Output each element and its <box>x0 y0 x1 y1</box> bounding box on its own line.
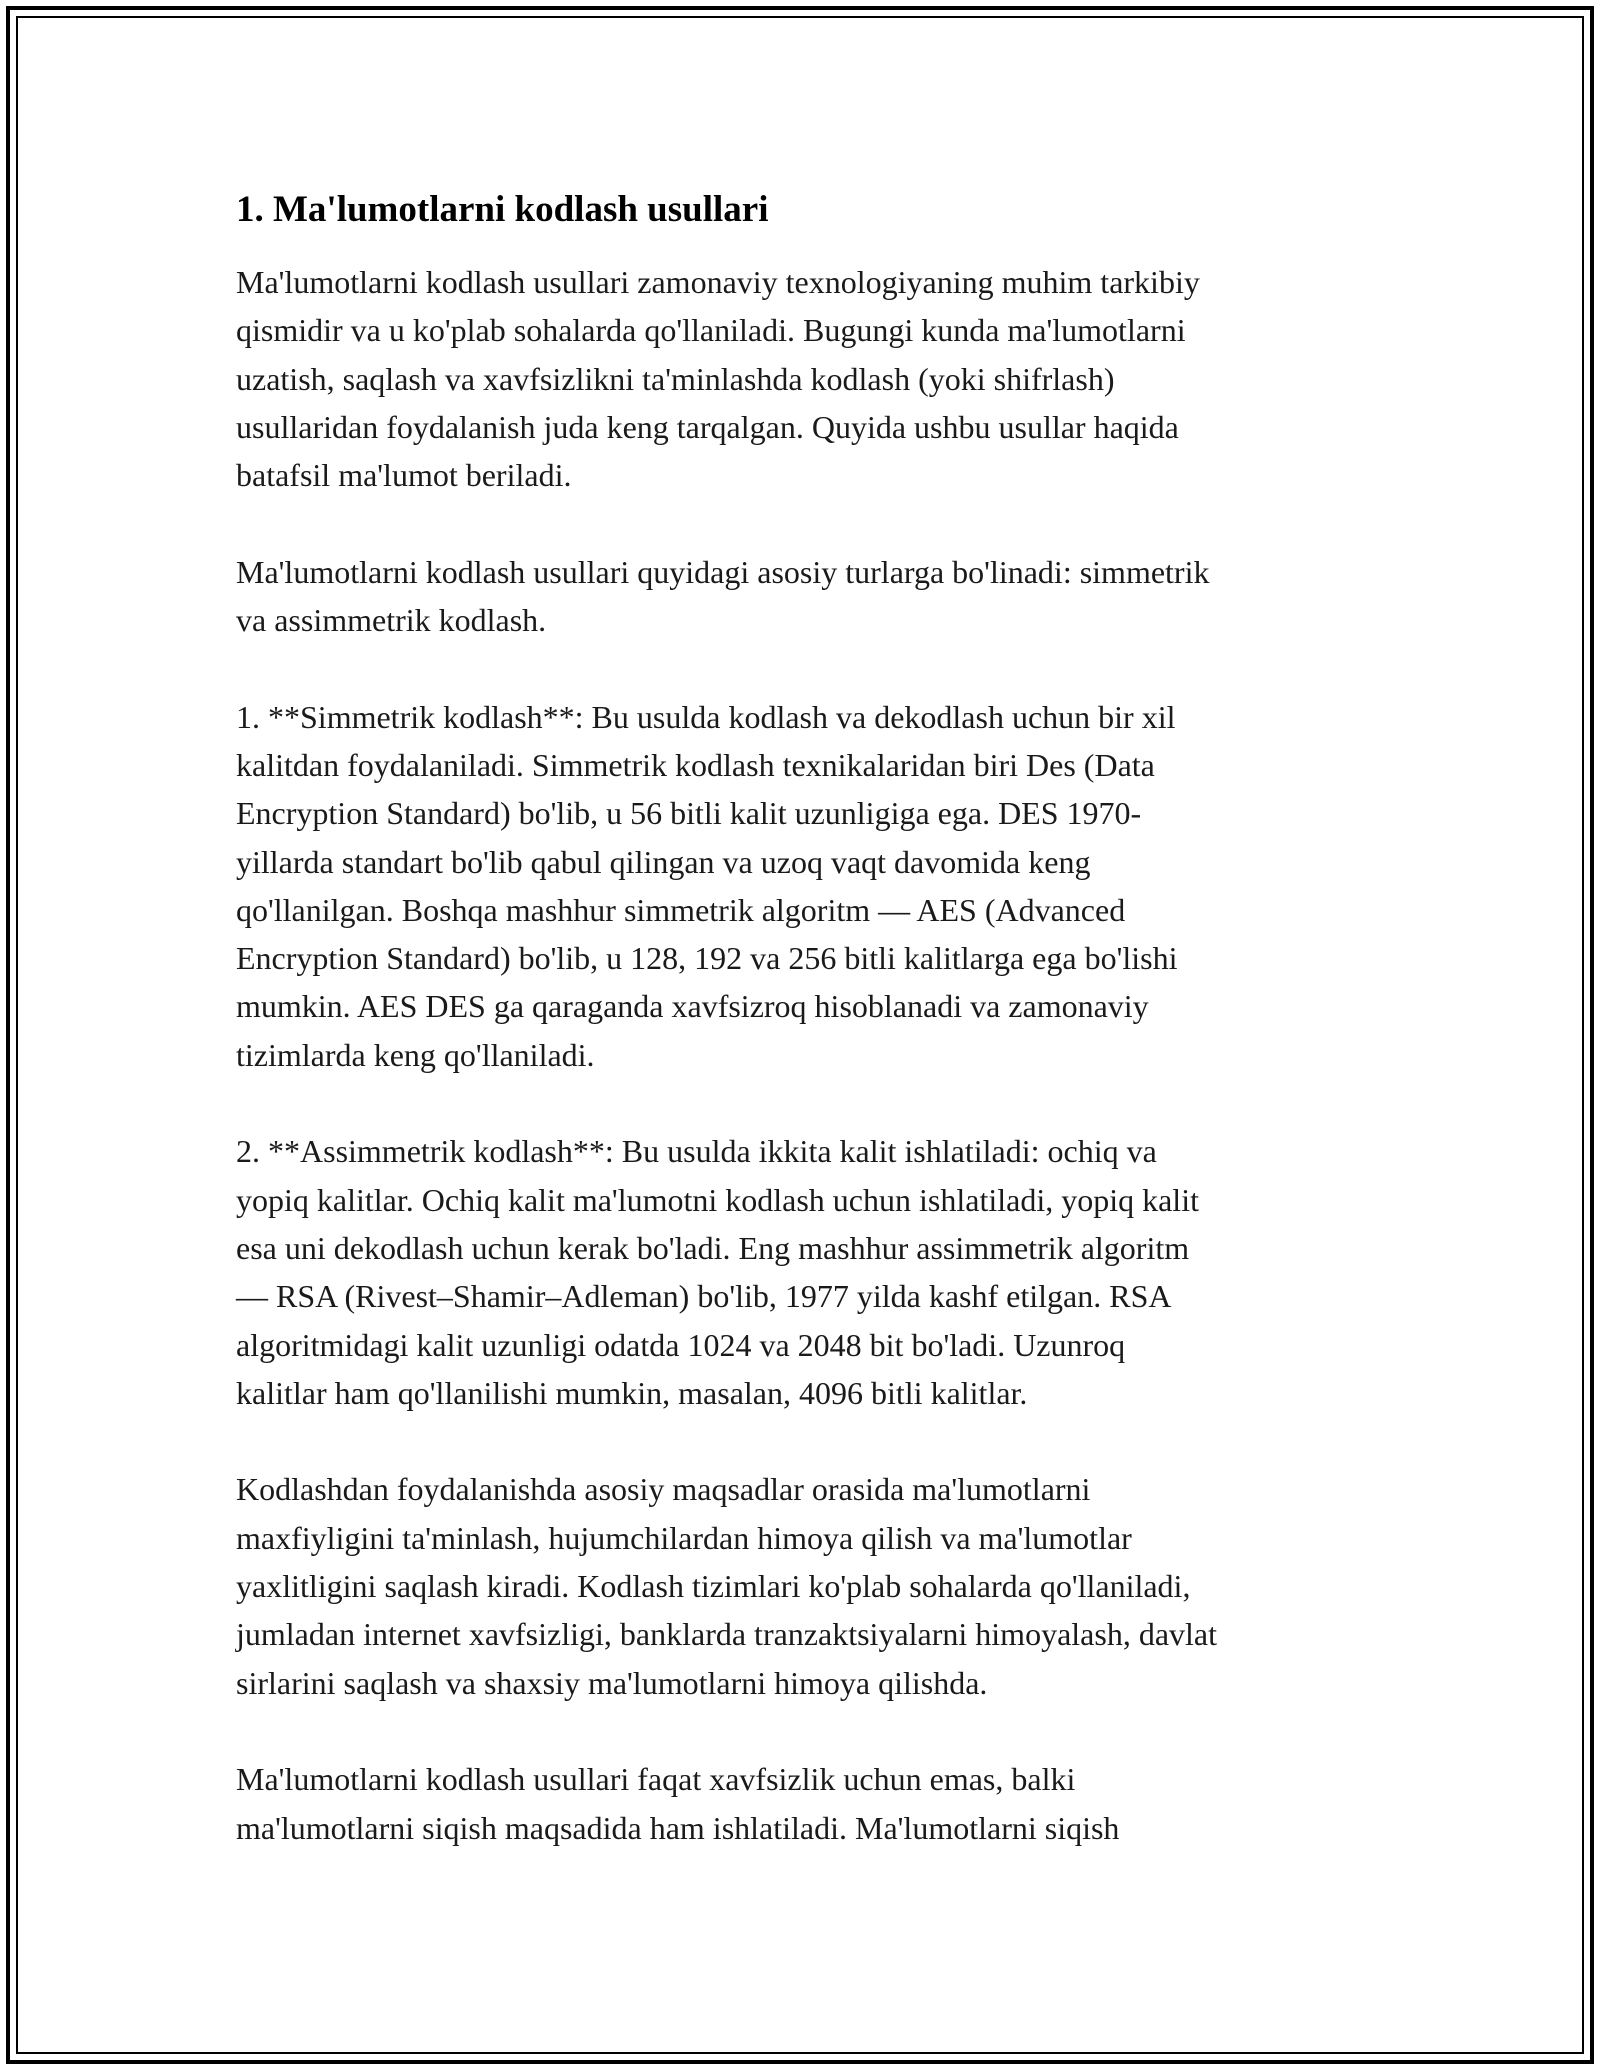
paragraph-line: esa uni dekodlash uchun kerak bo'ladi. Eng mashhur assimmetrik algoritm <box>236 1229 1190 1266</box>
paragraph-line: sirlarini saqlash va shaxsiy ma'lumotlarni himoya qilishda. <box>236 1664 988 1701</box>
paragraph-line: yaxlitligini saqlash kiradi. Kodlash tizimlari ko'plab sohalarda qo'llaniladi, <box>236 1568 1191 1605</box>
paragraph-line: Encryption Standard) bo'lib, u 128, 192 va 256 bitli kalitlarga ega bo'lishi <box>236 940 1178 977</box>
paragraph-compression <box>236 1755 1366 1852</box>
paragraph-line: maxfiyligini ta'minlash, hujumchilardan himoya qilish va ma'lumotlar <box>236 1519 1132 1556</box>
paragraph-line: va assimmetrik kodlash. <box>236 602 547 639</box>
paragraph-line: jumladan internet xavfsizligi, banklarda tranzaktsiyalarni himoyalash, davlat <box>236 1616 1217 1653</box>
paragraph-line: mumkin. AES DES ga qaraganda xavfsizroq hisoblanadi va zamonaviy <box>236 988 1149 1025</box>
paragraph-line: Ma'lumotlarni kodlash usullari zamonaviy texnologiyaning muhim tarkibiy <box>236 264 1200 300</box>
paragraph-types <box>236 548 1366 645</box>
paragraph-line: — RSA (Rivest–Shamir–Adleman) bo'lib, 1977 yilda kashf etilgan. RSA <box>236 1278 1172 1315</box>
paragraph-line: Encryption Standard) bo'lib, u 56 bitli kalit uzunligiga ega. DES 1970- <box>236 795 1142 832</box>
paragraph-line: Kodlashdan foydalanishda asosiy maqsadlar orasida ma'lumotlarni <box>236 1471 1091 1508</box>
paragraph-line: tizimlarda keng qo'llaniladi. <box>236 1036 595 1073</box>
paragraph-line: 1. **Simmetrik kodlash**: Bu usulda kodlash va dekodlash uchun bir xil <box>236 698 1176 735</box>
paragraph-line: kalitlar ham qo'llanilishi mumkin, masalan, 4096 bitli kalitlar. <box>236 1374 1028 1411</box>
paragraph-asymmetric <box>236 1127 1366 1417</box>
paragraph-line: yillarda standart bo'lib qabul qilingan va uzoq vaqt davomida keng <box>236 843 1091 880</box>
paragraph-line: qo'llanilgan. Boshqa mashhur simmetrik algoritm — AES (Advanced <box>236 891 1126 928</box>
paragraph-line: qismidir va u ko'plab sohalarda qo'llaniladi. Bugungi kunda ma'lumotlarni <box>236 312 1186 349</box>
paragraph-line: yopiq kalitlar. Ochiq kalit ma'lumotni kodlash uchun ishlatiladi, yopiq kalit <box>236 1181 1199 1218</box>
paragraph-line: algoritmidagi kalit uzunligi odatda 1024 va 2048 bit bo'ladi. Uzunroq <box>236 1326 1126 1363</box>
paragraph-line: kalitdan foydalaniladi. Simmetrik kodlash texnikalaridan biri Des (Data <box>236 746 1155 783</box>
paragraph-symmetric <box>236 693 1366 1079</box>
paragraph-line: Ma'lumotlarni kodlash usullari faqat xavfsizlik uchun emas, balki <box>236 1761 1076 1798</box>
paragraph-line: uzatish, saqlash va xavfsizlikni ta'minlashda kodlash (yoki shifrlash) <box>236 360 1115 397</box>
document-body <box>236 186 1366 1900</box>
paragraph-intro <box>236 258 1366 499</box>
paragraph-line: Ma'lumotlarni kodlash usullari quyidagi asosiy turlarga bo'linadi: simmetrik <box>236 553 1210 590</box>
paragraph-goals <box>236 1465 1366 1706</box>
paragraph-line: usullaridan foydalanish juda keng tarqalgan. Quyida ushbu usullar haqida <box>236 408 1179 445</box>
paragraph-line: batafsil ma'lumot beriladi. <box>236 457 572 494</box>
section-heading: 1. Ma'lumotlarni kodlash usullari <box>236 189 769 230</box>
paragraph-line: ma'lumotlarni siqish maqsadida ham ishlatiladi. Ma'lumotlarni siqish <box>236 1809 1120 1846</box>
paragraph-line: 2. **Assimmetrik kodlash**: Bu usulda ikkita kalit ishlatiladi: ochiq va <box>236 1133 1157 1170</box>
